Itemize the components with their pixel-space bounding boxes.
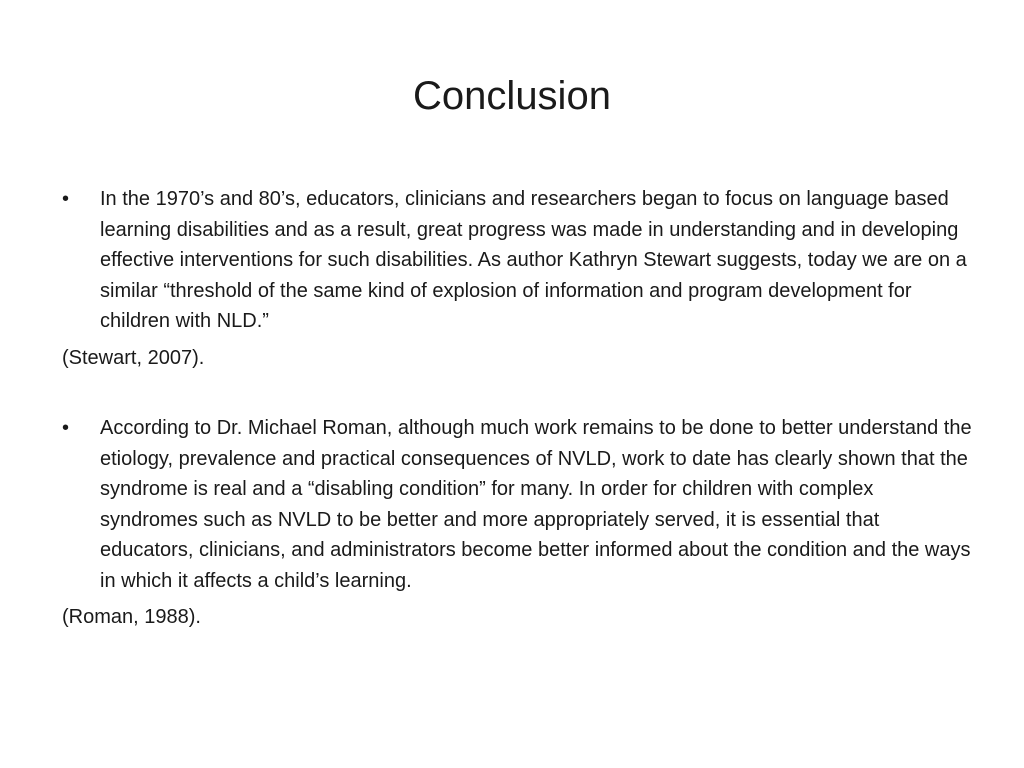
bullet-item [62, 413, 974, 596]
citation: (Stewart, 2007). [62, 346, 205, 369]
citation: (Roman, 1988). [62, 606, 201, 628]
slide-body [62, 184, 974, 633]
bullet-text: According to Dr. Michael Roman, although much work remains to be done to better understand the etiology, prevalence and practical consequences of NVLD, work to date has clearly shown that the syndrome is real and a “disabling condition” for many. In order for children with complex syndromes such as NVLD to be better and more appropriately served, it is essential that educators, clinicians, and administrators become better informed about the condition and the ways in which it affects a child’s learning. [100, 417, 972, 592]
bullet-item [62, 184, 974, 337]
bullet-marker-icon: • [62, 417, 70, 439]
slide-title: Conclusion [413, 74, 611, 118]
bullet-text: In the 1970’s and 80’s, educators, clinicians and researchers began to focus on language based learning disabilities and as a result, great progress was made in understanding and in developing effective interventions for such disabilities. As author Kathryn Stewart suggests, today we are on a similar “threshold of the same kind of explosion of information and program development for children with NLD.” [100, 188, 967, 332]
bullet-marker-icon: • [62, 188, 70, 210]
